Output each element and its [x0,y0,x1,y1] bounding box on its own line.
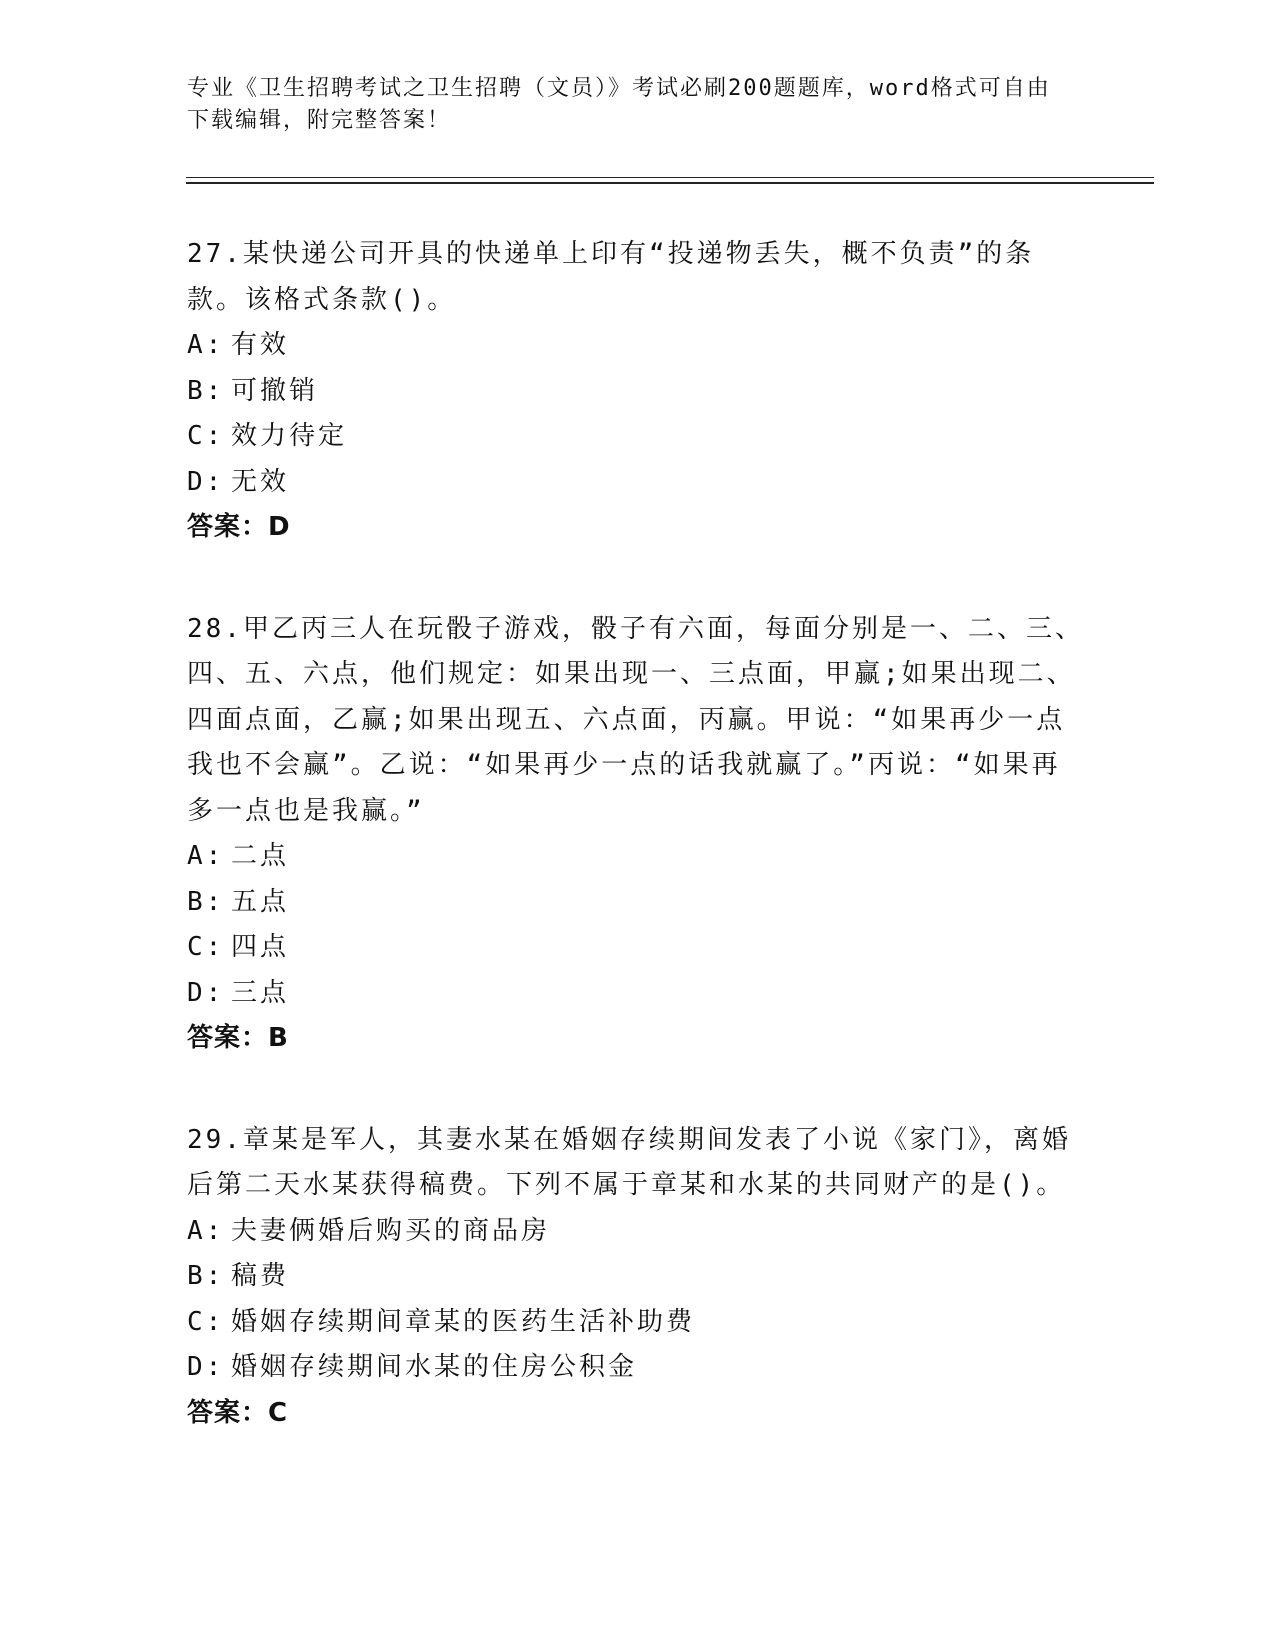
question-list [187,232,1087,1492]
option-text: 稿费 [231,1261,290,1291]
option-c [187,414,1087,460]
option-b [187,1254,1087,1300]
header-divider [186,177,1154,178]
answer-line: 答案：B [187,1023,289,1053]
option-d [187,1345,1087,1391]
option-text: 二点 [231,841,290,871]
option-text: 效力待定 [231,421,348,451]
question-text: 27.某快递公司开具的快递单上印有“投递物丢失，概不负责”的条款。该格式条款()。 [187,239,1035,315]
option-c [187,925,1087,971]
option-label: A: [187,841,225,871]
option-a [187,323,1087,369]
answer-line: 答案：C [187,1397,289,1428]
question-text: 29.章某是军人，其妻水某在婚姻存续期间发表了小说《家门》，离婚后第二天水某获得稿费。下列不属于章某和水某的共同财产的是()。 [187,1124,1071,1200]
option-label: B: [187,1261,225,1291]
option-label: A: [187,1215,225,1246]
answer-line: 答案：D [187,512,291,542]
option-label: D: [187,1352,225,1382]
option-b [187,369,1087,415]
option-label: A: [187,330,225,360]
option-label: C: [187,1306,225,1337]
option-text: 夫妻俩婚后购买的商品房 [231,1215,551,1246]
option-text: 无效 [231,466,290,497]
option-text: 五点 [231,886,290,917]
question-28 [187,607,1087,1062]
option-b [187,880,1087,926]
header-divider-thick [186,182,1154,184]
option-text: 三点 [231,977,290,1008]
option-label: C: [187,421,225,451]
option-text: 可撤销 [231,375,319,406]
document-header: 专业《卫生招聘考试之卫生招聘（文员）》考试必刷200题题库，word格式可自由下载编辑，附完整答案！ [187,76,1051,133]
option-text: 婚姻存续期间章某的医药生活补助费 [231,1306,696,1337]
option-a [187,1209,1087,1255]
option-text: 婚姻存续期间水某的住房公积金 [231,1352,638,1382]
question-text: 28.甲乙丙三人在玩骰子游戏，骰子有六面，每面分别是一、二、三、四、五、六点，他们规定：如果出现一、三点面，甲赢;如果出现二、四面点面，乙赢;如果出现五、六点面，丙赢。甲说：“如果再少一点我也不会赢”。乙说：“如果再少一点的话我就赢了。”丙说：“如果再多一点也是我赢。” [187,613,1084,826]
question-27 [187,232,1087,551]
option-d [187,971,1087,1017]
option-a [187,834,1087,880]
option-text: 有效 [231,330,290,360]
option-label: D: [187,977,225,1008]
option-label: C: [187,932,225,962]
question-29 [187,1118,1087,1437]
option-d [187,460,1087,506]
option-label: B: [187,375,225,406]
option-c [187,1300,1087,1346]
option-label: D: [187,466,225,497]
option-label: B: [187,886,225,917]
option-text: 四点 [231,932,290,962]
